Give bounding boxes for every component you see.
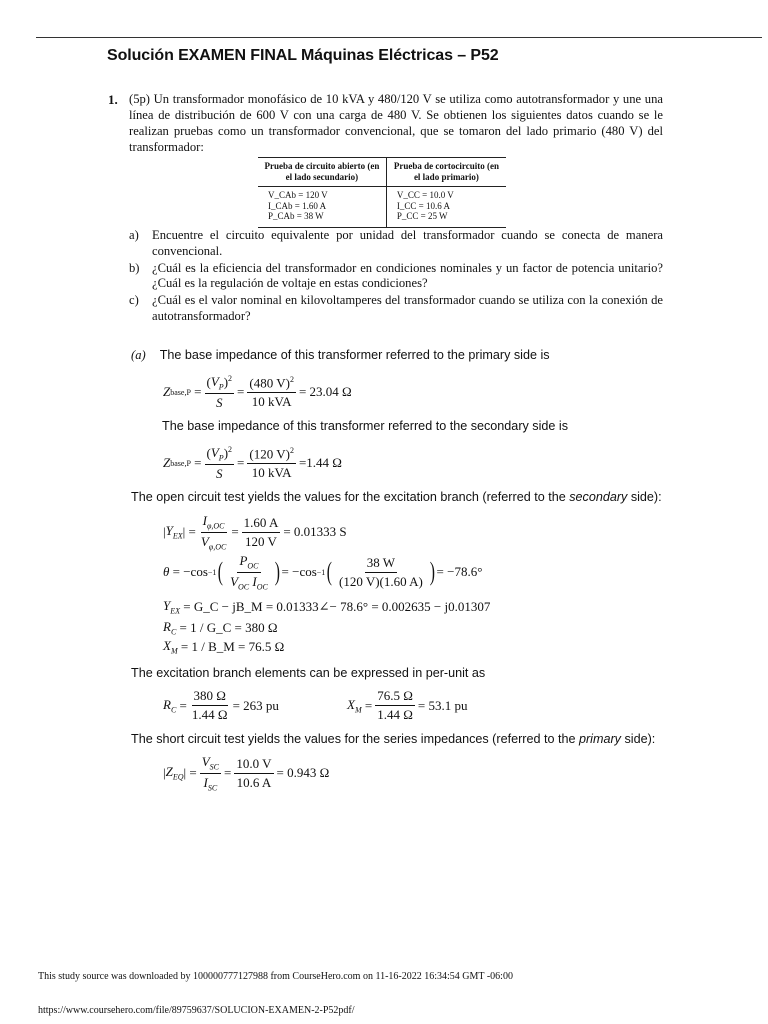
solution-line-4: The excitation branch elements can be expressed in per-unit as	[131, 666, 486, 680]
equation-angle: θ = −cos −1 ( $\frac{P_{OC}}{V_{OC} I_{OC}}$ ) = −cos −1 ( $\frac{38 W}{(120 V)(1.60 A)}$ ) = −78.6°	[163, 553, 483, 592]
question-parts	[129, 228, 663, 326]
eq1-result: = 23.04 Ω	[298, 384, 352, 400]
solution-line-2: The base impedance of this transformer referred to the secondary side is	[162, 419, 569, 433]
solution-line-3: The open circuit test yields the values for the excitation branch (referred to the secondary side):	[131, 490, 662, 504]
solution-line-5: The short circuit test yields the values for the series impedances (referred to the primary side):	[131, 732, 656, 746]
question-text: (5p) Un transformador monofásico de 10 kVA y 480/120 V se utiliza como autotransformador y une una línea de distribución de 600 V con una carga de 480 V. Se obtienen los siguientes datos cuando se le realizan pruebas como un transformador convencional, que se tomaron del lado primario (480 V) del transformador:	[129, 92, 663, 154]
open-circuit-values	[258, 187, 386, 228]
document-title: Solución EXAMEN FINAL Máquinas Eléctricas – P52	[107, 47, 499, 64]
open-circuit-voltage: V_CAb = 120 V	[268, 190, 328, 200]
eq9-result: = 53.1 pu	[417, 697, 468, 713]
footer-url[interactable]: https://www.coursehero.com/file/89759637/SOLUCION-EXAMEN-2-P52pdf/	[38, 1005, 355, 1016]
eq3-result: = 0.01333 S	[283, 524, 347, 540]
part-text: Encuentre el circuito equivalente por unidad del transformador cuando se conecta de manera convencional.	[152, 228, 663, 258]
top-rule	[36, 37, 762, 38]
short-circuit-power: P_CC = 25 W	[396, 211, 448, 221]
equation-series-impedance: | $Z_{EQ}$ | = $\frac{V_{SC}}{I_{SC}}$ = $\frac{10.0 V}{10.6 A}$ = 0.943 Ω	[163, 754, 330, 793]
part-a	[129, 228, 663, 260]
equation-base-impedance-primary: Z base,P = $\frac{(V_P)^2}{S}$ = $\frac{(480 V)^2}{\text{10 kVA}}$ = 23.04 Ω	[163, 374, 352, 410]
solution-line-1	[131, 348, 550, 363]
equation-excitation-admittance: $Y_{EX}$ = G_C − jB_M = 0.01333∠− 78.6° = 0.002635 − j0.01307	[163, 598, 491, 616]
test-data-table	[258, 157, 506, 228]
eq4-result: = −78.6°	[436, 564, 483, 580]
equation-xm-pu: $X_M$ = $\frac{76.5 \Omega}{1.44 \Omega}$ = 53.1 pu	[347, 688, 468, 722]
short-circuit-current: I_CC = 10.6 A	[396, 200, 450, 211]
footer-source: This study source was downloaded by 100000777127988 from CourseHero.com on 11-16-2022 16:34:54 GMT -06:00	[38, 971, 513, 982]
eq10-result: = 0.943 Ω	[276, 765, 330, 781]
equation-rc-pu: $R_C$ = $\frac{380 \Omega}{1.44 \Omega}$ = 263 pu	[163, 688, 279, 722]
eq8-result: = 263 pu	[232, 697, 279, 713]
part-label: a)	[129, 228, 139, 242]
open-circuit-current: I_CAb = 1.60 A	[268, 200, 327, 211]
eq2-result: =1.44 Ω	[298, 455, 342, 471]
equation-admittance: | $Y_{EX}$ | = $\frac{I_{\varphi,OC}}{V_{\varphi,OC}}$ = $\frac{1.60 A}{120 V}$ = 0.01333 S	[163, 513, 347, 552]
part-text: ¿Cuál es la eficiencia del transformador en condiciones nominales y un factor de potencia unitario? ¿Cuál es la regulación de voltaje en estas condiciones?	[152, 260, 663, 291]
short-circuit-values	[386, 187, 506, 228]
equation-xm: $X_M$ = 1 / B_M = 76.5 Ω	[163, 638, 285, 656]
part-label: c)	[129, 293, 139, 308]
part-c	[129, 293, 663, 325]
short-circuit-voltage: V_CC = 10.0 V	[396, 190, 454, 200]
solution-text: The base impedance of this transformer referred to the primary side is	[159, 348, 550, 362]
solution-part-label: (a)	[131, 348, 146, 362]
equation-rc: $R_C$ = 1 / G_C = 380 Ω	[163, 619, 278, 637]
open-circuit-power: P_CAb = 38 W	[268, 211, 324, 221]
part-label: b)	[129, 260, 140, 275]
part-b	[129, 261, 663, 293]
question-number: 1.	[108, 92, 118, 107]
part-text: ¿Cuál es el valor nominal en kilovoltamperes del transformador cuando se utiliza con la conexión de autotransformador?	[152, 293, 663, 323]
equation-base-impedance-secondary: Z base,P = $\frac{(V_P)^2}{S}$ = $\frac{(120 V)^2}{\text{10 kVA}}$ =1.44 Ω	[163, 445, 342, 481]
short-circuit-header: Prueba de cortocircuito (en el lado primario)	[386, 158, 506, 187]
open-circuit-header: Prueba de circuito abierto (en el lado secundario)	[258, 158, 386, 187]
